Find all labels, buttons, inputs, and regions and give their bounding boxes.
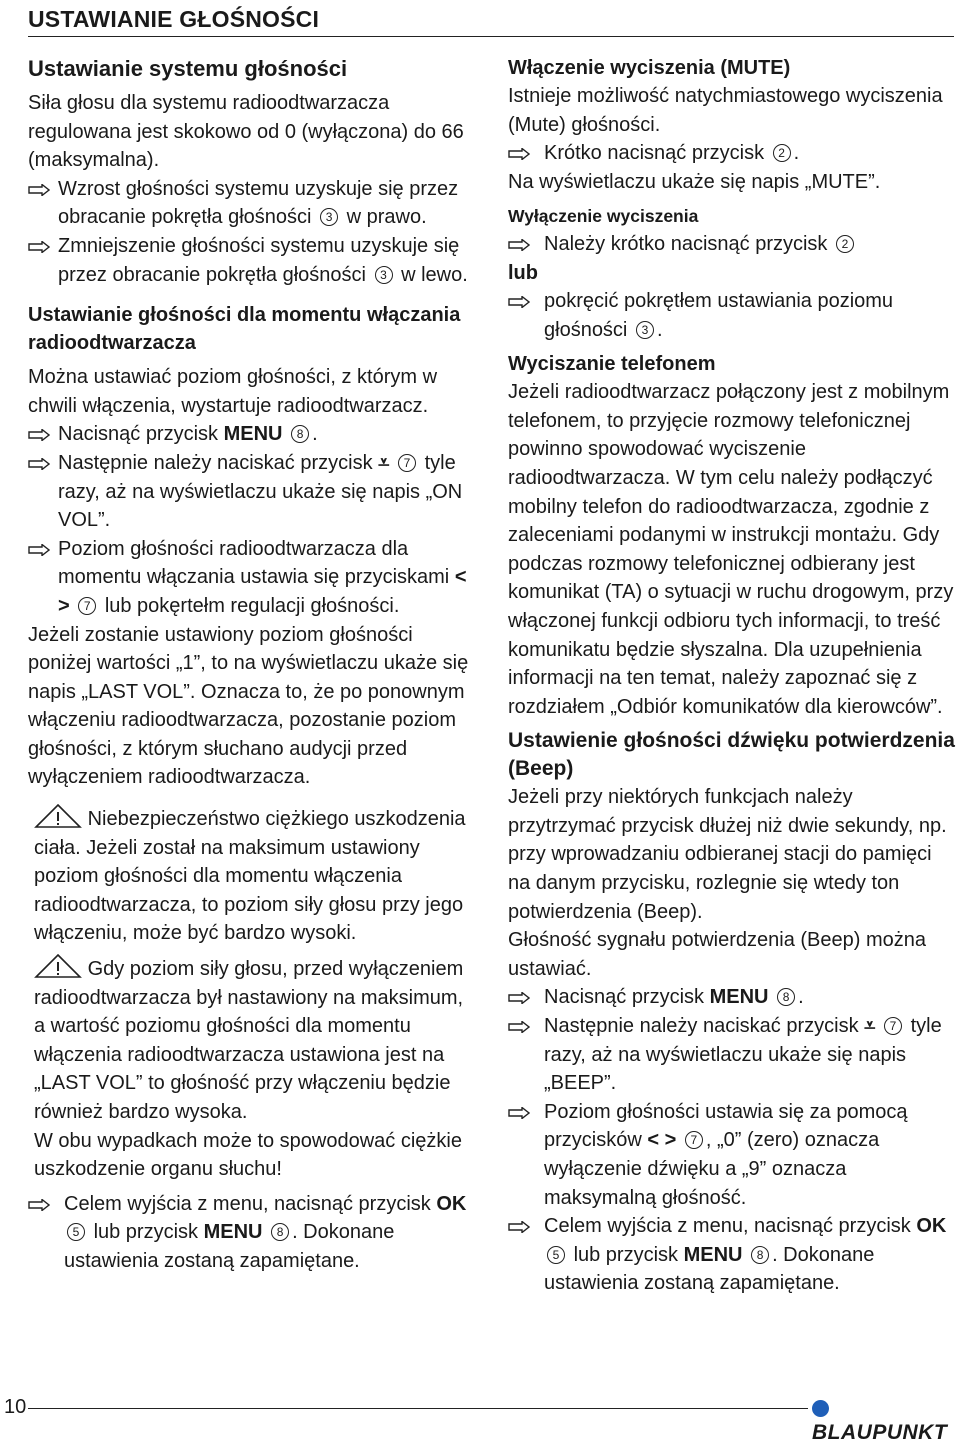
warning-text: Gdy poziom siły głosu, przed wyłączeniem radioodtwarzacza był nastawiony na maksimum, a wartość poziomu głośności dla momentu włączenia radioodtwarzacza ustawiona jest na „LAST VOL” to głośność przy włączeniu będzie również bardzo wysoka.	[34, 958, 464, 1123]
brand-logo	[812, 1397, 960, 1445]
arrow-right-icon	[508, 1021, 530, 1033]
arrow-right-icon	[508, 239, 530, 251]
key-menu: MENU	[709, 986, 769, 1009]
key-menu: MENU	[683, 1243, 743, 1266]
step-text-end: . Dokonane ustawienia zostaną zapamiętane.	[64, 1221, 395, 1272]
ref-number: 7	[398, 454, 416, 472]
down-button-icon: ⩡	[864, 1015, 876, 1038]
step-text: pokręcić pokrętłem ustawiania poziomu głośności	[544, 289, 894, 341]
ref-number: 3	[636, 321, 654, 339]
step-adjust-level	[28, 535, 478, 621]
section-title-phone-mute: Wyciszanie telefonem	[508, 353, 716, 376]
ref-number: 2	[773, 144, 791, 162]
ref-number: 8	[291, 425, 309, 443]
step-press-down	[28, 449, 478, 535]
arrow-right-icon	[508, 296, 530, 308]
step-beep-exit	[508, 1212, 956, 1298]
footer-rule	[28, 1408, 808, 1409]
step-text: Krótko nacisnąć przycisk	[544, 142, 765, 165]
step-text: Poziom głośności radioodtwarzacza dla momentu włączania ustawia się przyciskami	[58, 537, 450, 589]
paragraph-beep: Jeżeli przy niektórych funkcjach należy przytrzymać przycisk dłużej niż dwie sekundy, np. przy wprowadzaniu odbieranej stacji do pamięci na danym przycisku, rozlegnie się wtedy ton potwierdzenia (Beep).	[508, 786, 947, 923]
step-text-end: , „0” (zero) oznacza wyłączenie dźwięku a „9” oznacza maksymalną głośność.	[544, 1129, 880, 1209]
header-rule	[28, 36, 954, 37]
step-text-end: tyle razy, aż na wyświetlaczu ukaże się napis „ON VOL”.	[58, 451, 463, 532]
paragraph-phone-mute: Jeżeli radioodtwarzacz połączony jest z mobilnym telefonem, to przyjęcie rozmowy telefonicznej powinno spowodować wyciszenie radioodtwarzacza. W tym celu należy podłączyć mobilny telefon do radioodtwarzacza, zgodnie z zaleceniami podanymi w instrukcji montażu. Gdy podczas rozmowy telefonicznej odbierany jest komunikat (TA) o sytuacji w ruchu drogowym, przy włączonej funkcji odbioru tych informacji, to treść komunikatu będzie słyszalna. Dla uzupełnienia informacji na ten temat, należy zapoznać się z rozdziałem „Odbiór komunikatów dla kierowców”.	[508, 381, 954, 718]
step-increase-volume	[28, 175, 478, 232]
step-text: Celem wyjścia z menu, nacisnąć przycisk	[544, 1215, 911, 1238]
step-exit-menu	[28, 1190, 478, 1276]
arrow-right-icon	[508, 1107, 530, 1119]
step-text: Nacisnąć przycisk	[58, 423, 219, 446]
paragraph-power-on-volume: Można ustawiać poziom głośności, z którym w chwili włączenia, wystartuje radioodtwarzacz.	[28, 366, 438, 417]
ref-number: 7	[78, 597, 96, 615]
ref-number: 8	[751, 1246, 769, 1264]
step-unmute-press	[508, 230, 956, 259]
arrow-right-icon	[28, 1199, 50, 1211]
step-text-end: w lewo.	[401, 263, 468, 286]
paragraph-system-volume: Siła głosu dla systemu radioodtwarzacza regulowana jest skokowo od 0 (wyłączona) do 66 (maksymalna).	[28, 92, 464, 172]
page-number: 10	[4, 1396, 27, 1418]
left-column	[28, 54, 478, 1276]
step-text-end: lub pokęrtełm regulacji głośności.	[104, 594, 400, 617]
step-press-menu: Nacisnąć przycisk MENU 8 .	[28, 420, 478, 449]
step-text-or: lub przycisk	[573, 1243, 679, 1266]
arrow-right-icon	[508, 992, 530, 1004]
arrow-right-icon	[28, 458, 50, 470]
section-title-beep: Ustawienie głośności dźwięku potwierdzenia (Beep)	[508, 729, 955, 781]
arrow-right-icon	[28, 241, 50, 253]
key-menu: MENU	[203, 1221, 263, 1244]
step-text-end: w prawo.	[346, 206, 427, 229]
ref-number: 7	[685, 1131, 703, 1149]
ref-number: 2	[836, 235, 854, 253]
page-header	[28, 6, 954, 37]
step-beep-menu: Nacisnąć przycisk MENU 8 .	[508, 983, 956, 1012]
arrow-right-icon	[508, 1221, 530, 1233]
paragraph-last-vol: Jeżeli zostanie ustawiony poziom głośności poniżej wartości „1”, to na wyświetlaczu ukaże się napis „LAST VOL”. Oznacza to, że po ponownym włączeniu radioodtwarzacza, pozostanie poziom głośności, z którym słuchano audycji przed wyłączeniem radioodtwarzacza.	[28, 623, 469, 789]
step-decrease-volume	[28, 232, 478, 289]
warning-triangle-icon	[34, 804, 82, 828]
ref-number: 3	[375, 266, 393, 284]
step-text: Wzrost głośności systemu uzyskuje się przez obracanie pokrętła głośności	[58, 177, 459, 229]
ref-number: 8	[777, 988, 795, 1006]
step-text: Należy krótko nacisnąć przycisk	[544, 233, 828, 256]
key-menu: MENU	[223, 423, 283, 446]
warning-2-note: W obu wypadkach może to spowodować ciężkie uszkodzenie organu słuchu!	[34, 1129, 462, 1181]
step-beep-level	[508, 1098, 956, 1212]
page-title: USTAWIANIE GŁOŚNOŚCI	[28, 6, 320, 32]
left-right-buttons-icon: < >	[647, 1129, 677, 1152]
ref-number: 7	[884, 1017, 902, 1035]
section-title-mute: Włączenie wyciszenia (MUTE)	[508, 57, 791, 79]
warning-text: Niebezpieczeństwo ciężkiego uszkodzenia ciała. Jeżeli został na maksimum ustawiony poziom głośności dla momentu włączenia radioodtwarzacza, to poziom siły głosu przy jego włączeniu, może być bardzo wysoki.	[34, 808, 466, 945]
arrow-right-icon	[508, 148, 530, 160]
paragraph-mute-display: Na wyświetlaczu ukaże się napis „MUTE”.	[508, 170, 881, 193]
arrow-right-icon	[28, 429, 50, 441]
step-press-mute: Krótko nacisnąć przycisk 2 .	[508, 139, 956, 168]
step-text-end: tyle razy, aż na wyświetlaczu ukaże się napis „BEEP”.	[544, 1015, 942, 1095]
down-button-icon: ⩡	[378, 451, 390, 474]
warning-2	[28, 954, 478, 1127]
step-text: Nacisnąć przycisk	[544, 986, 705, 1009]
step-text-end: . Dokonane ustawienia zostaną zapamiętane.	[544, 1243, 875, 1295]
section-title-power-on-volume: Ustawianie głośności dla momentu włączania radioodtwarzacza	[28, 304, 461, 355]
or-label: lub	[508, 261, 538, 284]
section-title-system-volume: Ustawianie systemu głośności	[28, 56, 348, 81]
step-text: Następnie należy naciskać przycisk	[544, 1015, 859, 1038]
step-beep-down	[508, 1012, 956, 1098]
brand-dot-icon	[812, 1400, 829, 1417]
step-text: Poziom głośności ustawia się za pomocą przycisków	[544, 1100, 908, 1152]
arrow-right-icon	[28, 184, 50, 196]
key-ok: OK	[436, 1192, 467, 1215]
ref-number: 5	[547, 1246, 565, 1264]
brand-name: BLAUPUNKT	[812, 1421, 948, 1444]
step-text: Zmniejszenie głośności systemu uzyskuje się przez obracanie pokrętła głośności	[58, 234, 460, 286]
step-text: Następnie należy naciskać przycisk	[58, 451, 373, 474]
step-unmute-knob: pokręcić pokrętłem ustawiania poziomu głośności 3 .	[508, 287, 956, 344]
warning-triangle-icon	[34, 954, 82, 978]
warning-1	[28, 804, 478, 948]
step-text-or: lub przycisk	[93, 1221, 199, 1244]
step-text: Celem wyjścia z menu, nacisnąć przycisk	[64, 1192, 431, 1215]
left-right-buttons-icon: < >	[58, 566, 467, 617]
arrow-right-icon	[28, 544, 50, 556]
ref-number: 5	[67, 1223, 85, 1241]
paragraph-mute: Istnieje możliwość natychmiastowego wyciszenia (Mute) głośności.	[508, 85, 943, 136]
paragraph-beep-2: Głośność sygnału potwierdzenia (Beep) można ustawiać.	[508, 929, 926, 980]
key-ok: OK	[916, 1215, 947, 1238]
ref-number: 8	[271, 1223, 289, 1241]
ref-number: 3	[320, 208, 338, 226]
section-title-unmute: Wyłączenie wyciszenia	[508, 206, 699, 227]
right-column	[508, 54, 956, 1298]
